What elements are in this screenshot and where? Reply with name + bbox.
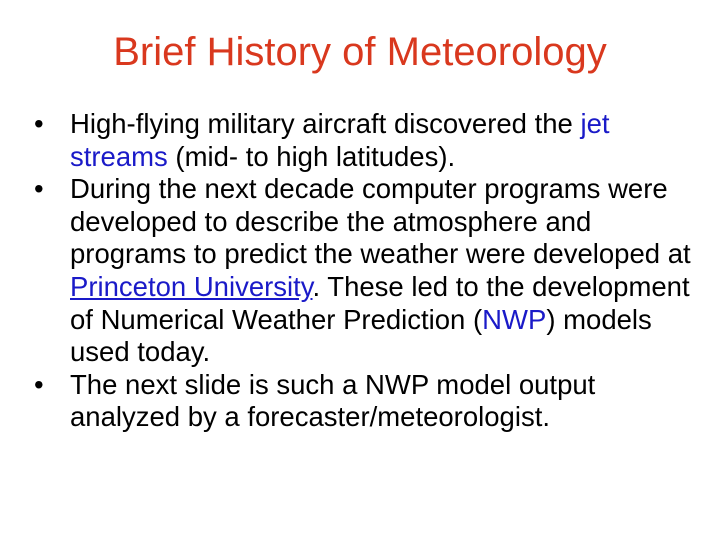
nwp-term: NWP	[482, 303, 547, 335]
jet-streams-term: jet streams	[70, 108, 610, 172]
bullet-text: The next slide is such a NWP model output analyzed by a forecaster/meteorologist.	[70, 368, 596, 433]
bullet-item-computer-programs	[30, 173, 700, 369]
princeton-university-link[interactable]: Princeton University	[70, 270, 313, 302]
bullet-item-jet-streams	[30, 108, 700, 173]
bullet-text: ) models used today.	[70, 303, 652, 368]
bullet-item-next-slide	[30, 369, 700, 434]
bullet-list	[30, 108, 700, 434]
bullet-dot: •	[34, 108, 44, 139]
bullet-text: During the next decade computer programs were developed to describe the atmosphere and programs to predict the weather were developed at	[70, 173, 691, 270]
bullet-dot: •	[34, 368, 44, 400]
bullet-dot: •	[34, 173, 44, 205]
slide-title: Brief History of Meteorology	[113, 30, 607, 74]
bullet-text: . These led to the development of Numerical Weather Prediction (	[70, 270, 690, 335]
bullet-text: High-flying military aircraft discovered the	[70, 108, 581, 139]
bullet-text: (mid- to high latitudes).	[167, 140, 456, 172]
